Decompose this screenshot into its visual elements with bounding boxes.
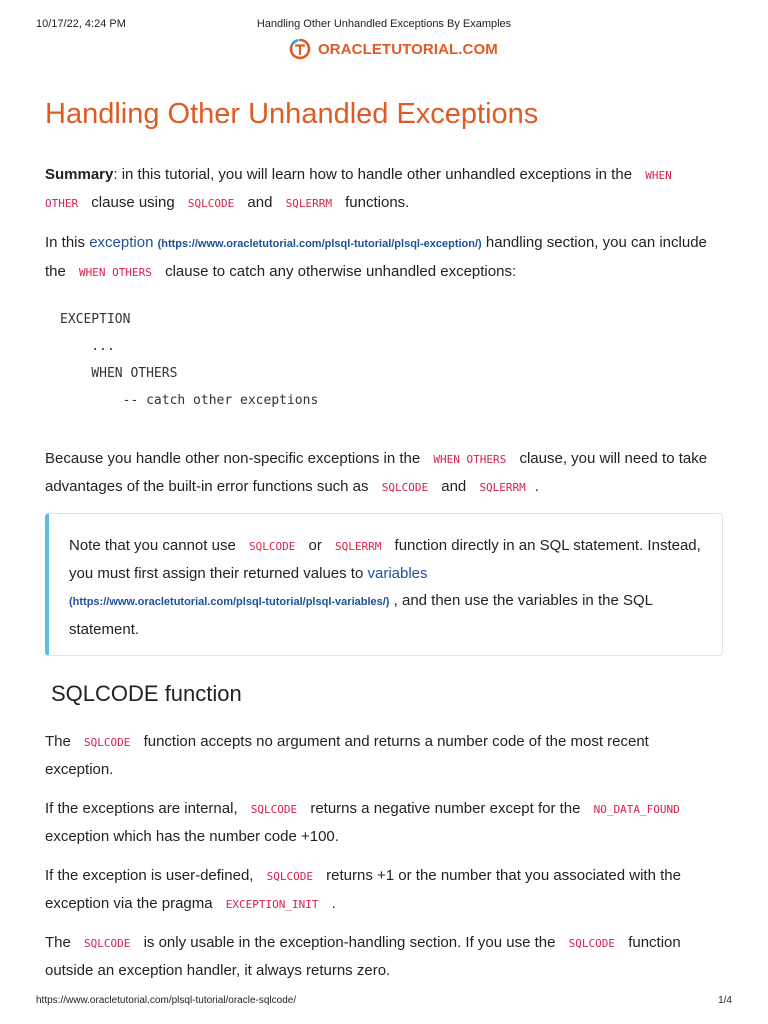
exception-link-url: (https://www.oracletutorial.com/plsql-tutorial/plsql-exception/): [157, 238, 482, 250]
paragraph-user-defined: If the exception is user-defined, SQLCODE returns +1 or the number that you associated with the exception via the pragma EXCEPTION_INIT .: [45, 867, 681, 912]
variables-link-url: (https://www.oracletutorial.com/plsql-tutorial/plsql-variables/): [69, 596, 390, 608]
note-callout: [45, 513, 723, 656]
inline-code: SQLCODE: [248, 540, 296, 553]
print-datetime: 10/17/22, 4:24 PM: [36, 18, 126, 30]
inline-code: SQLCODE: [381, 481, 429, 494]
exception-link[interactable]: exception: [89, 234, 154, 251]
inline-code: SQLCODE: [250, 803, 298, 816]
note-text: Note that you cannot use SQLCODE or SQLERRM function directly in an SQL statement. Instead, you must first assign their returned values to variables (https://www.oracletutorial.com/plsql-tutorial/plsql-variables/) , and then use the variables in the SQL statement.: [69, 537, 701, 638]
print-title: Handling Other Unhandled Exceptions By Examples: [256, 18, 512, 30]
paragraph-sqlcode-intro: The SQLCODE function accepts no argument and returns a number code of the most recent exception.: [45, 733, 649, 778]
print-footer-url: https://www.oracletutorial.com/plsql-tutorial/oracle-sqlcode/: [36, 995, 297, 1006]
summary-label: Summary: [45, 166, 114, 183]
inline-code: SQLERRM: [335, 540, 382, 553]
site-logo[interactable]: [288, 35, 498, 63]
inline-code: EXCEPTION_INIT: [225, 898, 319, 911]
page-number: 1/4: [718, 995, 732, 1006]
code-line: WHEN OTHERS: [60, 366, 178, 381]
oracletutorial-logo-icon: [288, 37, 312, 61]
inline-code: WHEN OTHERS: [79, 266, 152, 279]
print-footer: [36, 995, 732, 1009]
paragraph-usage: The SQLCODE is only usable in the exception-handling section. If you use the SQLCODE function outside an exception handler, it always returns zero.: [45, 934, 681, 979]
code-line: EXCEPTION: [60, 312, 131, 327]
intro-paragraph: In this exception (https://www.oracletutorial.com/plsql-tutorial/plsql-exception/) handling section, you can include the WHEN OTHERS clause to catch any otherwise unhandled exceptions:: [45, 234, 707, 280]
inline-code: SQLERRM: [285, 197, 332, 210]
summary-paragraph: Summary: in this tutorial, you will learn how to handle other unhandled exceptions in the WHEN OTHER clause using SQLCODE and SQLERRM functions.: [45, 161, 717, 217]
inline-code: SQLERRM: [479, 481, 526, 494]
inline-code: WHEN: [645, 169, 672, 182]
logo-text: ORACLETUTORIAL.COM: [318, 40, 498, 58]
inline-code: SQLCODE: [266, 870, 313, 883]
variables-link[interactable]: variables: [367, 565, 428, 582]
paragraph-internal: If the exceptions are internal, SQLCODE returns a negative number except for the NO_DATA_FOUND exception which has the number code +100.: [45, 795, 717, 850]
inline-code: SQLCODE: [187, 197, 235, 210]
print-header: [36, 18, 732, 32]
because-paragraph: Because you handle other non-specific exceptions in the WHEN OTHERS clause, you will need to take advantages of the built-in error functions such as SQLCODE and SQLERRM .: [45, 450, 708, 495]
inline-code: NO_DATA_FOUND: [593, 803, 680, 816]
inline-code: SQLCODE: [84, 736, 131, 749]
inline-code: SQLCODE: [568, 937, 616, 950]
code-line: -- catch other exceptions: [60, 393, 319, 408]
page-title: Handling Other Unhandled Exceptions: [45, 98, 539, 130]
section-heading: SQLCODE function: [51, 681, 242, 706]
inline-code: OTHER: [45, 197, 79, 210]
inline-code: SQLCODE: [84, 937, 131, 950]
inline-code: WHEN OTHERS: [433, 453, 507, 466]
code-line: ...: [60, 339, 115, 354]
